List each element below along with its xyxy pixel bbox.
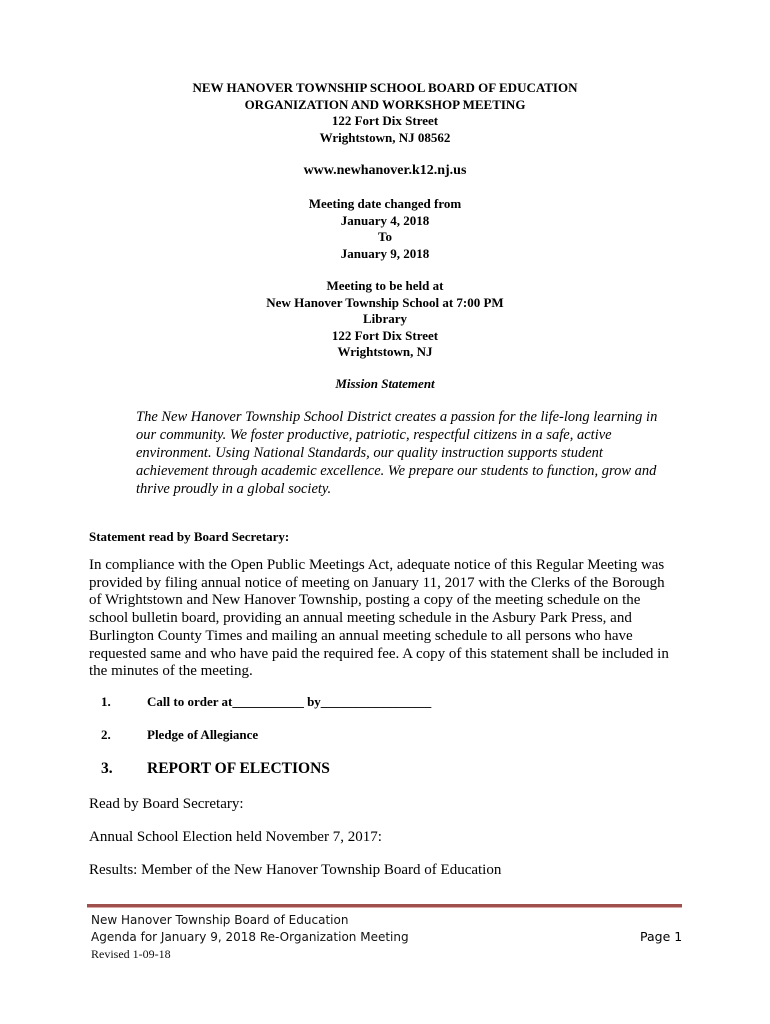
agenda-item-report-elections (101, 760, 330, 778)
date-change-line1: Meeting date changed from (308, 196, 462, 211)
agenda-item-pledge (101, 727, 258, 743)
agenda-item-text: Call to order at___________ by_________________ (147, 694, 432, 709)
statement-label: Statement read by Board Secretary: (89, 529, 290, 544)
agenda-item-number: 1. (101, 694, 111, 709)
website-link[interactable]: www.newhanover.k12.nj.us (303, 163, 467, 178)
date-change-block (0, 196, 770, 262)
header-street: 122 Fort Dix Street (331, 113, 439, 128)
location-school: New Hanover Township School at 7:00 PM (266, 294, 504, 310)
footer-agenda-title: Agenda for January 9, 2018 Re-Organization Meeting (91, 930, 409, 944)
header-meeting-type: ORGANIZATION AND WORKSHOP MEETING (244, 96, 526, 112)
location-block (0, 278, 770, 361)
annual-election-line: Annual School Election held November 7, 2017: (89, 829, 382, 845)
location-city: Wrightstown, NJ (337, 344, 433, 359)
statement-paragraph: In compliance with the Open Public Meetings Act, adequate notice of this Regular Meeting was provided by filing annual notice of meeting on January 11, 2017 with the Clerks of the Borough of Wrightstown and New Hanover Township, posting a copy of the meeting schedule on the school bulletin board, providing an annual meeting schedule in the Asbury Park Press, and Burlington County Times and mailing an annual meeting schedule to all persons who have requested same and who have paid the required fee. A copy of this statement shall be included in the minutes of the meeting. (89, 557, 669, 680)
agenda-item-number: 2. (101, 727, 111, 742)
footer-board-name: New Hanover Township Board of Education (91, 913, 349, 927)
document-header (0, 80, 770, 146)
date-change-old-date: January 4, 2018 (340, 212, 430, 228)
results-line: Results: Member of the New Hanover Township Board of Education (89, 862, 502, 878)
location-line1: Meeting to be held at (326, 278, 444, 293)
footer-divider (87, 904, 682, 908)
agenda-item-call-to-order (101, 694, 431, 710)
footer-revised: Revised 1-09-18 (91, 947, 171, 961)
date-change-new-date: January 9, 2018 (340, 245, 430, 261)
agenda-item-text: REPORT OF ELECTIONS (147, 760, 330, 777)
footer-block (91, 912, 409, 963)
agenda-item-text: Pledge of Allegiance (147, 727, 259, 742)
mission-title: Mission Statement (335, 376, 435, 391)
header-city: Wrightstown, NJ 08562 (319, 129, 451, 145)
mission-statement: The New Hanover Township School District creates a passion for the life-long learning in our community. We foster productive, patriotic, respectful citizens in a safe, active environment. Using National Standards, our quality instruction supports student achievement through academic excellence. We prepare our students to function, grow and thrive proudly in a global society. (136, 409, 658, 497)
agenda-item-number: 3. (101, 760, 113, 777)
read-by-line: Read by Board Secretary: (89, 796, 244, 812)
page-number: Page 1 (640, 929, 683, 944)
location-street: 122 Fort Dix Street (331, 327, 439, 343)
location-room: Library (362, 311, 408, 326)
header-org-name: NEW HANOVER TOWNSHIP SCHOOL BOARD OF EDUCATION (192, 80, 578, 95)
date-change-to: To (378, 229, 392, 244)
